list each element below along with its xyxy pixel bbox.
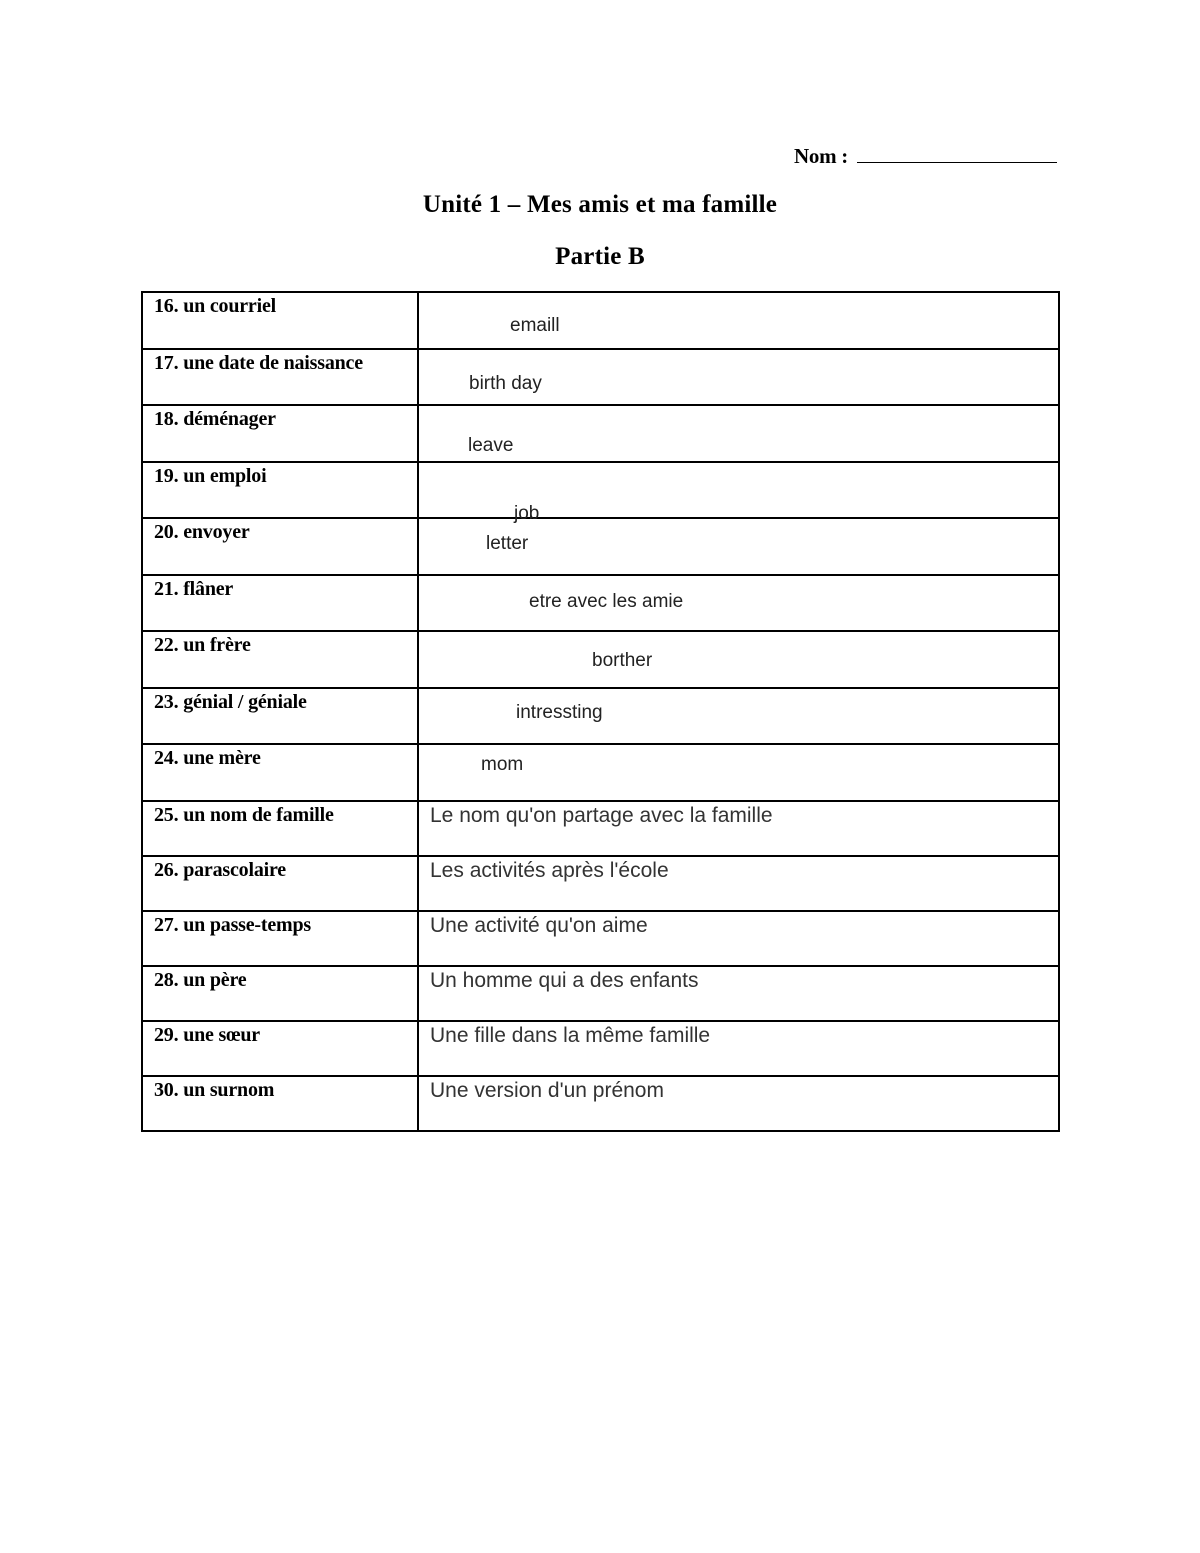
definition-text: Une fille dans la même famille (430, 1023, 711, 1047)
answer-text: etre avec les amie (529, 590, 684, 612)
definition-text: Les activités après l'école (430, 858, 669, 882)
name-blank-line[interactable] (857, 142, 1057, 163)
definition-cell[interactable] (418, 1076, 1059, 1131)
term-cell (142, 688, 418, 745)
definition-text: Une version d'un prénom (430, 1078, 664, 1102)
term-text: 19. un emploi (154, 464, 267, 487)
term-cell (142, 1076, 418, 1131)
answer-cell[interactable] (418, 292, 1059, 349)
page-subtitle: Partie B (555, 243, 645, 270)
table-row (142, 966, 1059, 1021)
table-row (142, 349, 1059, 406)
term-cell (142, 966, 418, 1021)
term-cell (142, 405, 418, 462)
answer-cell[interactable] (418, 518, 1059, 575)
answer-cell[interactable] (418, 688, 1059, 745)
answer-text: mom (481, 754, 524, 775)
term-cell (142, 462, 418, 519)
answer-text: job (514, 502, 540, 524)
answer-text: birth day (469, 372, 542, 394)
table-row (142, 744, 1059, 801)
term-text: 28. un père (154, 968, 247, 991)
term-cell (142, 801, 418, 856)
answer-cell[interactable] (418, 575, 1059, 632)
page-title: Unité 1 – Mes amis et ma famille (422, 191, 778, 218)
term-text: 18. déménager (154, 408, 276, 430)
table-row (142, 292, 1059, 349)
definition-text: Le nom qu'on partage avec la famille (430, 803, 773, 827)
name-field-row (794, 142, 1057, 169)
term-cell (142, 349, 418, 406)
vocabulary-table (141, 291, 1060, 1132)
answer-cell[interactable] (418, 631, 1059, 688)
table-row (142, 462, 1059, 519)
definition-cell[interactable] (418, 856, 1059, 911)
table-row (142, 1076, 1059, 1131)
term-text: 24. une mère (154, 747, 261, 769)
definition-text: Un homme qui a des enfants (430, 968, 699, 992)
term-cell (142, 911, 418, 966)
term-text: 20. envoyer (154, 521, 250, 543)
answer-text: leave (468, 435, 514, 456)
term-text: 21. flâner (154, 577, 234, 600)
term-text: 26. parascolaire (154, 858, 286, 881)
term-text: 29. une sœur (154, 1023, 260, 1046)
answer-cell[interactable] (418, 405, 1059, 462)
term-cell (142, 1021, 418, 1076)
term-text: 22. un frère (154, 634, 251, 656)
table-row (142, 518, 1059, 575)
answer-text: emaill (510, 315, 560, 336)
term-text: 27. un passe-temps (154, 913, 311, 936)
table-row (142, 688, 1059, 745)
table-row (142, 405, 1059, 462)
term-text: 16. un courriel (154, 295, 276, 317)
table-row (142, 575, 1059, 632)
term-text: 25. un nom de famille (154, 803, 334, 826)
term-text: 17. une date de naissance (154, 351, 363, 374)
answer-cell[interactable] (418, 349, 1059, 406)
table-row (142, 801, 1059, 856)
table-row (142, 911, 1059, 966)
definition-cell[interactable] (418, 1021, 1059, 1076)
term-cell (142, 631, 418, 688)
answer-text: letter (486, 533, 529, 554)
table-row (142, 631, 1059, 688)
answer-text: borther (592, 650, 653, 671)
table-row (142, 856, 1059, 911)
term-cell (142, 856, 418, 911)
definition-cell[interactable] (418, 911, 1059, 966)
definition-cell[interactable] (418, 966, 1059, 1021)
table-row (142, 1021, 1059, 1076)
definition-cell[interactable] (418, 801, 1059, 856)
term-cell (142, 292, 418, 349)
term-text: 30. un surnom (154, 1078, 275, 1101)
definition-text: Une activité qu'on aime (430, 913, 648, 937)
answer-cell[interactable] (418, 462, 1059, 524)
term-text: 23. génial / géniale (154, 690, 307, 713)
answer-cell[interactable] (418, 744, 1059, 801)
term-cell (142, 575, 418, 632)
answer-text: intressting (516, 701, 603, 723)
name-label: Nom : (794, 144, 848, 168)
term-cell (142, 744, 418, 801)
term-cell (142, 518, 418, 575)
